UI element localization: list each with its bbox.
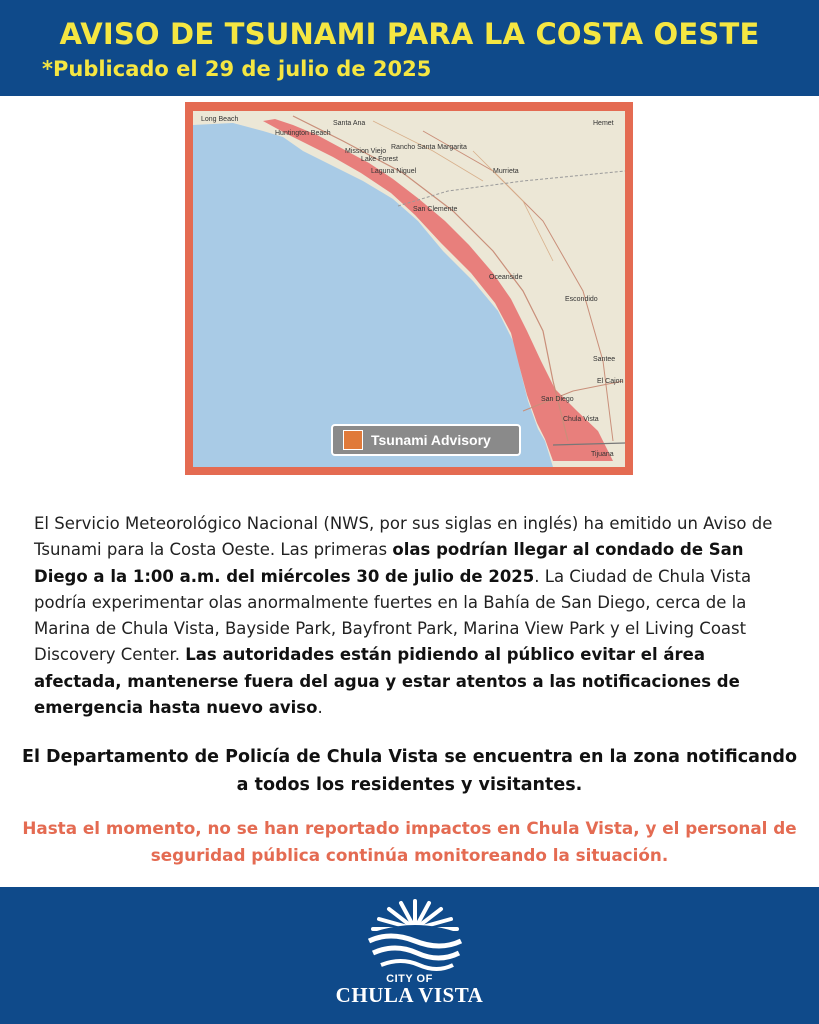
place-oceanside: Oceanside: [489, 274, 523, 281]
place-rancho-santa-margarita: Rancho Santa Margarita: [391, 144, 467, 151]
place-murrieta: Murrieta: [493, 168, 519, 175]
advisory-paragraph: [34, 511, 794, 721]
logo-chula-vista: CHULA VISTA: [335, 983, 484, 1007]
status-notice: Hasta el momento, no se han reportado impactos en Chula Vista, y el personal de seguridad pública continúa monitoreando la situación.: [22, 818, 797, 865]
place-san-diego: San Diego: [541, 396, 574, 403]
header-banner: [0, 0, 819, 96]
place-el-cajon: El Cajon: [597, 378, 624, 385]
logo-city-of: CITY OF: [386, 973, 433, 985]
map-frame: [185, 102, 633, 475]
place-huntington-beach: Huntington Beach: [275, 130, 331, 137]
place-long-beach: Long Beach: [201, 116, 239, 123]
legend-swatch: [343, 430, 363, 450]
map-graphic: [193, 111, 625, 467]
place-laguna-niguel: Laguna Niguel: [371, 168, 417, 175]
place-chula-vista: Chula Vista: [563, 416, 599, 423]
tsunami-map: [193, 111, 625, 467]
place-santee: Santee: [593, 356, 616, 363]
map-legend: [331, 424, 521, 456]
place-hemet: Hemet: [593, 120, 614, 127]
p1-bold-authorities: Las autoridades están pidiendo al público evitar el área afectada, mantenerse fuera del agua y estar atentos a las notificaciones de emergencia hasta nuevo aviso: [34, 645, 740, 718]
p1-bold-arrival: olas podrían llegar al condado de San Diego a la 1:00 a.m. del miércoles 30 de julio de 2025: [34, 540, 744, 586]
p1-text-c: . La Ciudad de Chula Vista podría experimentar olas anormalmente fuertes en la Bahía de San Diego, cerca de la Marina de Chula Vista, Bayside Park, Bayfront Park, Marina View Park y el Living Coast Discovery Center.: [34, 566, 752, 665]
place-tijuana: Tijuana: [591, 451, 614, 458]
page-title: AVISO DE TSUNAMI PARA LA COSTA OESTE: [59, 17, 760, 51]
p1-text-e: .: [317, 698, 323, 718]
published-date: *Publicado el 29 de julio de 2025: [42, 57, 432, 81]
place-san-clemente: San Clemente: [413, 206, 458, 213]
place-lake-forest: Lake Forest: [361, 156, 398, 163]
city-logo-icon: [355, 895, 475, 977]
footer-banner: [0, 887, 819, 1024]
legend-label: Tsunami Advisory: [371, 432, 491, 448]
place-mission-viejo: Mission Viejo: [345, 148, 387, 155]
police-notice: El Departamento de Policía de Chula Vista se encuentra en la zona notificando a todos los residentes y visitantes.: [22, 747, 797, 795]
p1-text-a: El Servicio Meteorológico Nacional (NWS, por sus siglas en inglés) ha emitido un Aviso de Tsunami para la Costa Oeste. Las primeras: [34, 514, 773, 560]
place-santa-ana: Santa Ana: [333, 120, 366, 127]
place-escondido: Escondido: [565, 296, 598, 303]
